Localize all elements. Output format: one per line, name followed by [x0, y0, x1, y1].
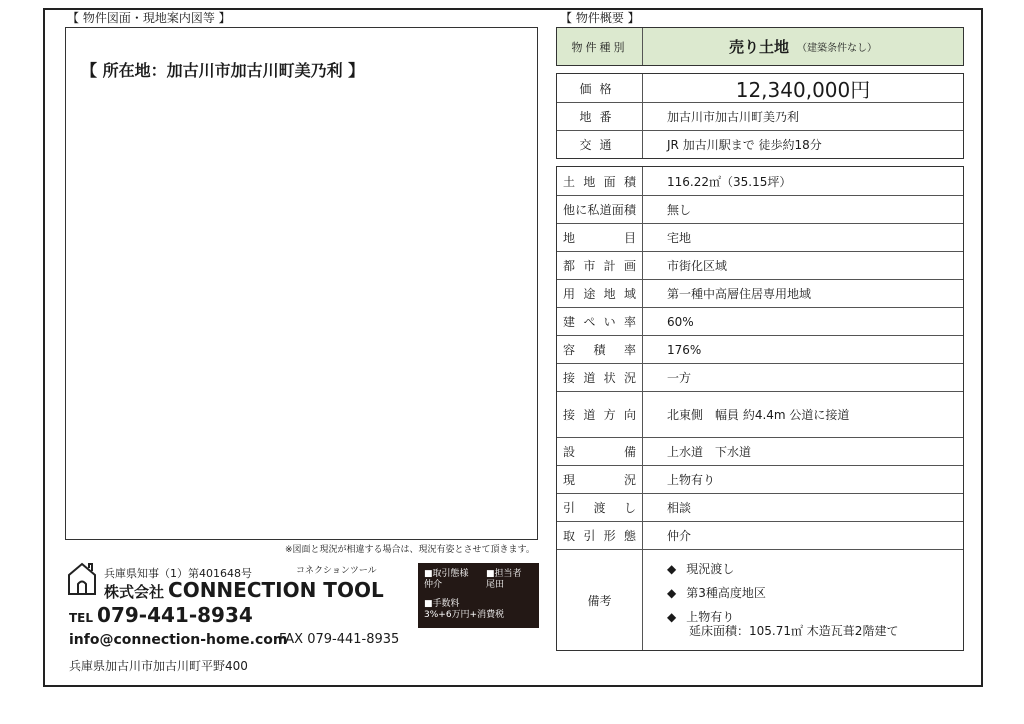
detail-value: 一方 — [667, 371, 692, 385]
deal-type-label: ■取引態様 — [424, 569, 469, 579]
label-char: し — [623, 501, 636, 515]
discrepancy-note: ※図面と現況が相違する場合は、現況有姿とさせて頂きます。 — [285, 545, 535, 555]
label-char: 積 — [593, 343, 606, 357]
remark-text: 現況渡し — [686, 562, 735, 576]
label-char: 接 — [563, 371, 576, 385]
label-char: に — [575, 203, 588, 217]
label-char: 目 — [623, 231, 636, 245]
label-char: 私 — [587, 203, 600, 217]
price-row — [557, 74, 963, 102]
label-char: 都 — [563, 259, 576, 273]
license-number: 兵庫県知事（1）第401648号 — [104, 567, 252, 580]
diamond-icon: ◆ — [667, 586, 677, 600]
property-type-label: 物件種別 — [557, 28, 643, 65]
lot-row — [557, 102, 963, 130]
remark-item — [667, 586, 766, 600]
label-char: 途 — [583, 287, 596, 301]
label-char: 向 — [623, 408, 636, 422]
company-name-text: CONNECTION TOOL — [168, 578, 384, 602]
remark-item — [667, 562, 734, 576]
detail-row — [557, 307, 963, 335]
label-char: 他 — [563, 203, 576, 217]
staff-value: 尾田 — [486, 580, 505, 590]
price-value: 12,340,000円 — [735, 77, 871, 102]
deal-type-value: 仲介 — [424, 580, 443, 590]
house-logo-icon — [67, 562, 97, 596]
address-title: 【 所在地：加古川市加古川町美乃利 】 — [81, 61, 365, 80]
remark-subtext: 延床面積：105.71㎡ 木造瓦葺2階建て — [689, 624, 899, 638]
detail-label — [557, 313, 642, 330]
label-char: 画 — [623, 259, 636, 273]
phone — [69, 603, 253, 627]
fee-value: 3%+6万円+消費税 — [424, 610, 505, 620]
remark-text: 第3種高度地区 — [686, 586, 766, 600]
company-name — [104, 578, 384, 602]
detail-value: 上物有り — [667, 473, 716, 487]
label-char: 取 — [563, 529, 576, 543]
label-char: 積 — [623, 203, 636, 217]
label-char: 積 — [623, 174, 636, 189]
label-char: 況 — [623, 371, 636, 385]
label-char: 面 — [603, 174, 616, 189]
detail-row — [557, 223, 963, 251]
detail-row — [557, 279, 963, 307]
lot-value: 加古川市加古川町美乃利 — [667, 110, 800, 124]
deal-info-box — [418, 563, 539, 628]
label-char: 建 — [563, 315, 576, 329]
fee-label: ■手数料 — [424, 599, 460, 609]
diamond-icon: ◆ — [667, 610, 677, 624]
label-char: い — [603, 315, 616, 329]
detail-label — [557, 341, 642, 358]
price-table — [556, 73, 964, 159]
label-char: 引 — [563, 501, 576, 515]
detail-value: 176% — [667, 342, 702, 357]
detail-value: 宅地 — [667, 231, 692, 245]
fax-number: FAX 079-441-8935 — [279, 632, 400, 647]
access-row — [557, 130, 963, 158]
label-char: 設 — [563, 445, 576, 459]
label-char: 域 — [623, 287, 636, 301]
label-char: 方 — [603, 408, 616, 422]
detail-value: 無し — [667, 203, 692, 217]
label-char: 接 — [563, 408, 576, 422]
map-section-heading: 【 物件図面・現地案内図等 】 — [67, 11, 231, 25]
label-char: 渡 — [593, 501, 606, 515]
label-char: 況 — [623, 473, 636, 487]
lot-label: 地番 — [579, 110, 620, 124]
summary-section-heading: 【 物件概要 】 — [560, 11, 640, 25]
label-char: 地 — [563, 231, 576, 245]
label-char: ぺ — [583, 315, 596, 329]
detail-label — [557, 406, 642, 423]
detail-label — [557, 443, 642, 460]
details-table — [556, 166, 964, 651]
detail-value: 60% — [667, 314, 694, 329]
detail-value: 第一種中高層住居専用地域 — [667, 287, 812, 301]
label-char: 態 — [623, 529, 636, 543]
company-prefix: 株式会社 — [104, 583, 165, 601]
label-char: 道 — [583, 408, 596, 422]
map-area — [65, 27, 538, 540]
detail-row — [557, 391, 963, 437]
detail-value: 116.22㎡（35.15坪） — [667, 174, 792, 189]
detail-row — [557, 465, 963, 493]
label-char: 地 — [583, 174, 596, 189]
label-char: 容 — [563, 343, 576, 357]
detail-row — [557, 335, 963, 363]
label-char: 形 — [603, 529, 616, 543]
access-label: 交通 — [579, 138, 620, 152]
property-type-value — [643, 28, 963, 65]
detail-value: 北東側 幅員 約4.4m 公道に接道 — [667, 408, 850, 422]
detail-value: 仲介 — [667, 529, 692, 543]
price-label: 価格 — [579, 81, 620, 96]
label-char: 率 — [623, 315, 636, 329]
label-char: 率 — [623, 343, 636, 357]
detail-label — [557, 229, 642, 246]
remarks-list — [643, 550, 963, 650]
detail-label — [557, 201, 642, 218]
property-type-condition: （建築条件なし） — [797, 43, 877, 54]
remarks-label: 備考 — [587, 593, 612, 608]
staff-label: ■担当者 — [486, 569, 522, 579]
detail-row — [557, 195, 963, 223]
label-char: 市 — [583, 259, 596, 273]
detail-row — [557, 521, 963, 549]
label-char: 引 — [583, 529, 596, 543]
access-value: JR 加古川駅まで 徒歩約18分 — [667, 138, 822, 152]
label-char: 道 — [583, 371, 596, 385]
label-char: 用 — [563, 287, 576, 301]
detail-row — [557, 251, 963, 279]
label-char: 面 — [611, 203, 624, 217]
detail-row — [557, 363, 963, 391]
detail-value: 市街化区域 — [667, 259, 728, 273]
detail-label — [557, 257, 642, 274]
detail-value: 上水道 下水道 — [667, 445, 752, 459]
tel-label: TEL — [69, 611, 94, 625]
detail-row — [557, 493, 963, 521]
label-char: 状 — [603, 371, 616, 385]
detail-label — [557, 173, 642, 190]
email-link[interactable]: info@connection-home.com — [69, 632, 288, 648]
label-char: 地 — [603, 287, 616, 301]
detail-row — [557, 167, 963, 195]
property-type-text: 売り土地 — [728, 38, 789, 56]
tel-number: 079-441-8934 — [97, 603, 253, 627]
label-char: 計 — [603, 259, 616, 273]
label-char: 道 — [599, 203, 612, 217]
label-char: 土 — [563, 174, 576, 189]
detail-label — [557, 527, 642, 544]
company-kana: コネクションツール — [296, 566, 377, 576]
company-address: 兵庫県加古川市加古川町平野400 — [69, 659, 248, 673]
remark-item — [667, 610, 898, 638]
label-char: 備 — [623, 445, 636, 459]
remark-text: 上物有り — [686, 610, 735, 624]
label-char: 現 — [563, 473, 576, 487]
detail-label — [557, 471, 642, 488]
remarks-row — [557, 549, 963, 650]
detail-value: 相談 — [667, 501, 692, 515]
property-type-row — [557, 28, 963, 65]
detail-row — [557, 437, 963, 465]
diamond-icon: ◆ — [667, 562, 677, 576]
property-type-table — [556, 27, 964, 66]
detail-label — [557, 285, 642, 302]
detail-label — [557, 499, 642, 516]
detail-label — [557, 369, 642, 386]
